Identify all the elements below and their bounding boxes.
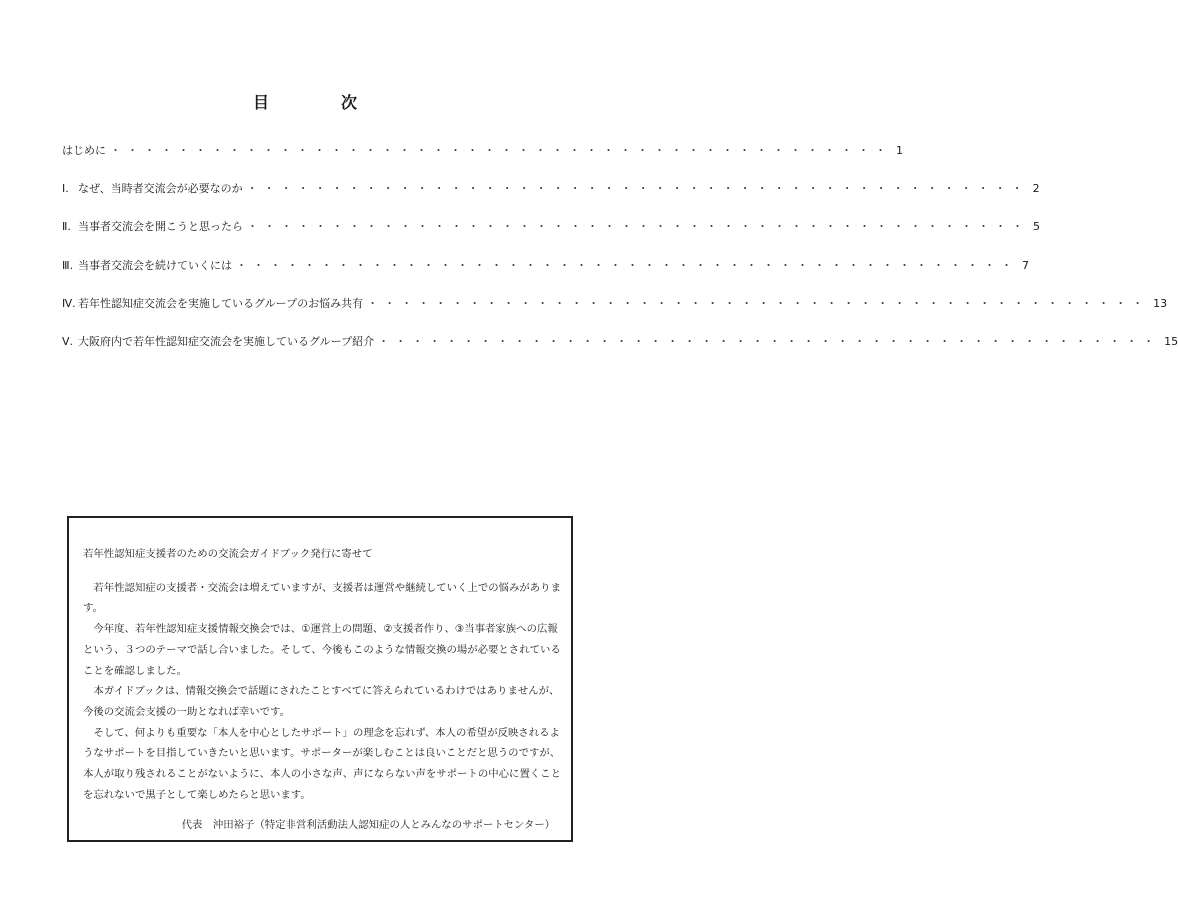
toc-number: Ⅴ. [62,334,74,348]
toc-entry[interactable] [62,218,1040,256]
toc-page-number: 2 [1032,182,1040,196]
toc-leader-dots: ・・・・・・・・・・・・・・・・・・・・・・・・・・・・・・・・・・・・・・・・・・・・・・ [367,296,1150,310]
foreword-box [67,516,573,842]
toc-label: 大阪府内で若年性認知症交流会を実施しているグループ紹介 [78,334,375,348]
foreword-paragraph: 今年度、若年性認知症支援情報交換会では、①運営上の問題、②支援者作り、③当事者家族への広報という、３つのテーマで話し合いました。そして、今後もこのような情報交換の場が必要とされていることを確認しました。 [83,623,561,677]
toc-page-number: 15 [1164,334,1178,348]
toc-label: はじめに [62,144,106,157]
page-title: 目 次 [252,93,385,112]
toc-number: Ⅱ. [62,220,71,234]
toc-entry[interactable] [62,257,1029,295]
toc-leader-dots: ・・・・・・・・・・・・・・・・・・・・・・・・・・・・・・・・・・・・・・・・・・・・・・ [236,258,1018,272]
toc-entry[interactable] [62,180,1040,218]
toc-leader-dots: ・・・・・・・・・・・・・・・・・・・・・・・・・・・・・・・・・・・・・・・・・・・・・・ [110,144,892,157]
foreword-paragraph: 若年性認知症の支援者・交流会は増えていますが、支援者は運営や継続していく上での悩みがあります。 [83,581,561,615]
toc-page-number: 1 [896,144,903,157]
toc-label: 若年性認知症交流会を実施しているグループのお悩み共有 [78,296,364,310]
toc-entry[interactable] [62,333,1178,371]
toc-number: Ⅰ. [62,182,69,196]
toc-leader-dots: ・・・・・・・・・・・・・・・・・・・・・・・・・・・・・・・・・・・・・・・・・・・・・・ [247,220,1029,234]
toc-label: なぜ、当時者交流会が必要なのか [78,182,243,196]
toc-page-number: 7 [1022,258,1029,272]
toc-leader-dots: ・・・・・・・・・・・・・・・・・・・・・・・・・・・・・・・・・・・・・・・・・・・・・・ [246,182,1029,196]
toc-leader-dots: ・・・・・・・・・・・・・・・・・・・・・・・・・・・・・・・・・・・・・・・・・・・・・・ [378,334,1161,348]
toc-page-number: 5 [1033,220,1040,234]
toc-label: 当事者交流会を開こうと思ったら [78,220,243,234]
toc-label: 当事者交流会を続けていくには [78,258,232,272]
table-of-contents [62,142,1178,371]
foreword-paragraph: そして、何よりも重要な「本人を中心としたサポート」の理念を忘れず、本人の希望が反映されるようなサポートを目指していきたいと思います。サポーターが楽しむことは良いことだと思うのですが、本人が取り残されることがないように、本人の小さな声、声にならない声をサポートの中心に置くことを忘れないで黒子として楽しめたらと思います。 [83,726,561,801]
toc-entry[interactable] [62,142,903,180]
foreword-signature: 代表 沖田裕子（特定非営利活動法人認知症の人とみんなのサポートセンター） [181,819,555,832]
toc-number: Ⅲ. [62,258,74,272]
foreword-paragraph: 本ガイドブックは、情報交換会で話題にされたことすべてに答えられているわけではありませんが、今後の交流会支援の一助となれば幸いです。 [83,685,560,718]
toc-number: Ⅳ. [62,296,76,310]
foreword-heading: 若年性認知症支援者のための交流会ガイドブック発行に寄せて [83,548,373,560]
toc-entry[interactable] [62,295,1168,333]
toc-page-number: 13 [1153,296,1168,310]
